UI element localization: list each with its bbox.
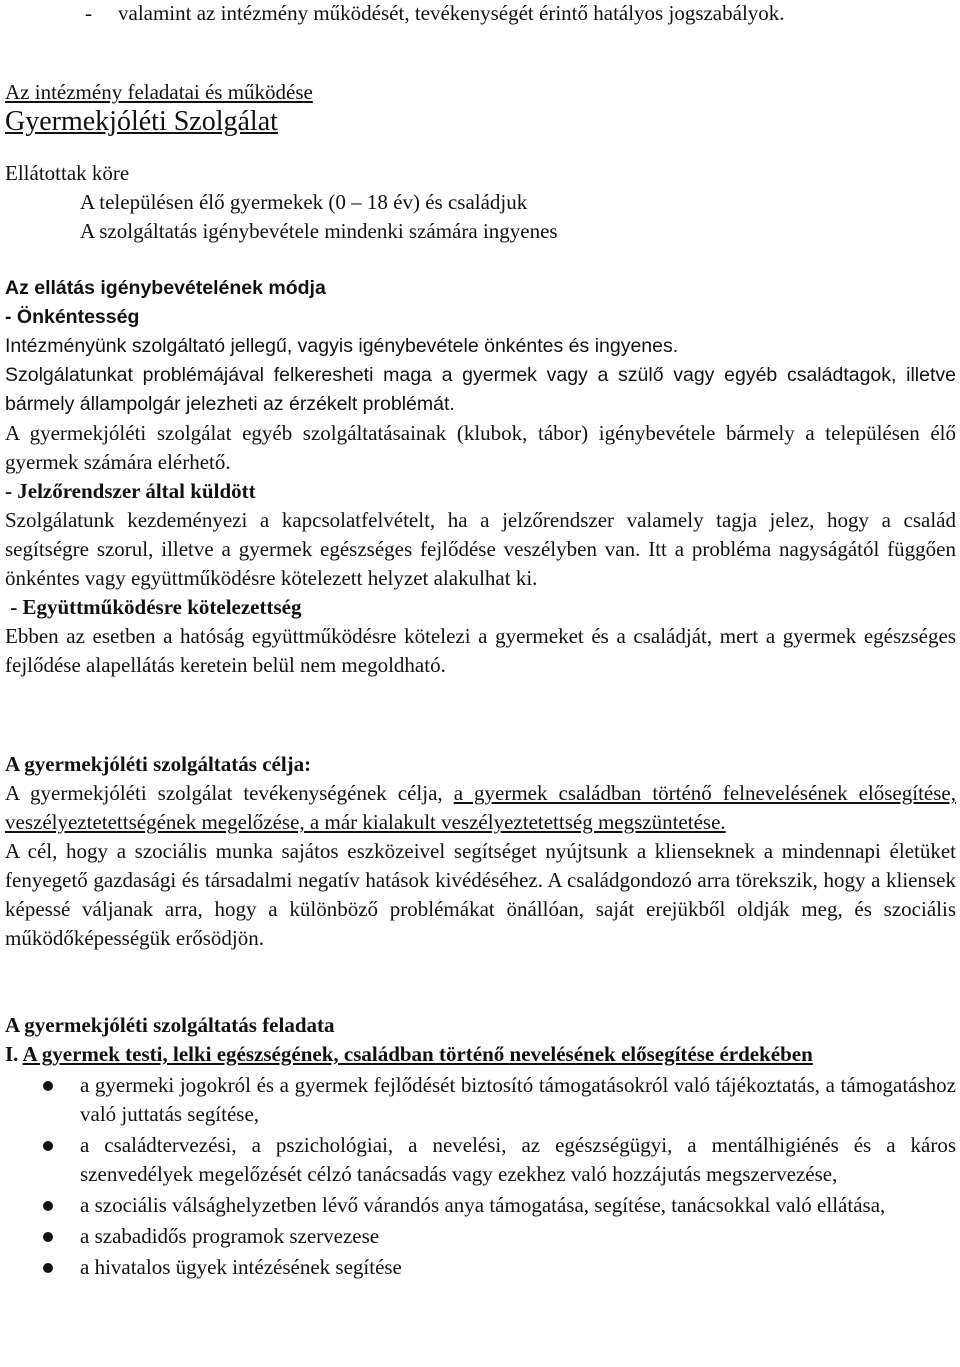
list-item-text: a családtervezési, a pszichológiai, a nevelési, az egészségügyi, a mentálhigiénés és a káros szenvedélyek megelőzését célzó tanácsadás vagy ezekhez való hozzájutás megszervezése, (80, 1133, 956, 1186)
bullet-icon (43, 1081, 53, 1091)
list-item (5, 1131, 956, 1189)
obligation-heading: - Együttműködésre kötelezettség (5, 595, 302, 619)
obligation-paragraph: Ebben az esetben a hatóság együttműködésre kötelezi a gyermeket és a családját, mert a gyermek egészséges fejlődése alapellátás keretein belül nem megoldható. (5, 624, 956, 677)
bullet-icon (43, 1201, 53, 1211)
served-line-1: A településen élő gyermekek (0 – 18 év) és családjuk (80, 190, 528, 214)
tasks-list (5, 1071, 956, 1282)
list-dash: - (85, 1, 92, 25)
list-item (5, 1253, 956, 1282)
signal-paragraph: Szolgálatunk kezdeményezi a kapcsolatfelvételt, ha a jelzőrendszer valamely tagja jelez, hogy a család segítségre szorul, illetve a gyermek egészséges fejlődése veszélyben van. Itt a probléma nagyságától függően önkéntes vagy együttműködésre kötelezett helyzet alakulhat ki. (5, 508, 956, 590)
goal-paragraph-1-underlined: a gyermek családban történő felnevelésének elősegítése, veszélyeztetettségének megelőzése, a már kialakult veszélyeztetettség megszüntetése. (5, 781, 956, 834)
bullet-icon (43, 1263, 53, 1273)
section-tasks (5, 1011, 956, 1282)
list-item-text: a szociális válsághelyzetben lévő várandós anya támogatása, segítése, tanácsokkal való ellátása, (80, 1193, 886, 1217)
served-heading: Ellátottak köre (5, 161, 130, 185)
list-item (5, 1222, 956, 1251)
goal-paragraph-1-plain: A gyermekjóléti szolgálat tevékenységének célja, (5, 781, 454, 805)
section-heading: Az intézmény feladatai és működése (5, 80, 313, 104)
service-title: Gyermekjóléti Szolgálat (5, 106, 278, 137)
section-operations (5, 78, 956, 680)
list-item-text: a szabadidős programok szervezese (80, 1224, 380, 1248)
list-item-text: a gyermeki jogokról és a gyermek fejlődését biztosító támogatásokról való tájékoztatás, a támogatáshoz való juttatás segítése, (80, 1073, 956, 1126)
tasks-subheading-number: I. (5, 1042, 19, 1066)
tasks-subheading-text: A gyermek testi, lelki egészségének, családban történő nevelésének elősegítése érdekében (22, 1042, 813, 1066)
signal-heading: - Jelzőrendszer által küldött (5, 479, 256, 503)
mode-heading: Az ellátás igénybevételének módja (5, 277, 326, 299)
list-item-text: valamint az intézmény működését, tevékenységét érintő hatályos jogszabályok. (118, 1, 785, 25)
tasks-subheading (5, 1040, 956, 1069)
goal-heading: A gyermekjóléti szolgáltatás célja: (5, 752, 312, 776)
bullet-icon (43, 1232, 53, 1242)
goal-paragraph-2: A cél, hogy a szociális munka sajátos eszközeivel segítséget nyújtsunk a klienseknek a mindennapi életüket fenyegető gazdasági és társadalmi negatív hatások kivédéséhez. A családgondozó arra törekszik, hogy a kliensek képessé váljanak arra, hogy a különböző problémákat önállóan, saját erejükből oldják meg, és szociális működőképességük erősödjön. (5, 839, 956, 950)
list-item (5, 1071, 956, 1129)
voluntary-heading: - Önkéntesség (5, 306, 140, 328)
section-goal (5, 750, 956, 953)
voluntary-paragraph-1: Intézményünk szolgáltató jellegű, vagyis igénybevétele önkéntes és ingyenes. (5, 335, 679, 357)
list-item-text: a hivatalos ügyek intézésének segítése (80, 1255, 402, 1279)
tasks-heading: A gyermekjóléti szolgáltatás feladata (5, 1013, 335, 1037)
goal-paragraph-1 (5, 779, 956, 837)
served-line-2: A szolgáltatás igénybevétele mindenki számára ingyenes (80, 219, 558, 243)
bullet-icon (43, 1141, 53, 1151)
voluntary-paragraph-2: Szolgálatunkat problémájával felkeresheti maga a gyermek vagy a szülő vagy egyéb családtagok, illetve bármely állampolgár jelezheti az érzékelt problémát. (5, 364, 956, 415)
list-item (5, 1191, 956, 1220)
voluntary-paragraph-3: A gyermekjóléti szolgálat egyéb szolgáltatásainak (klubok, tábor) igénybevétele bármely a településen élő gyermek számára elérhető. (5, 421, 956, 474)
